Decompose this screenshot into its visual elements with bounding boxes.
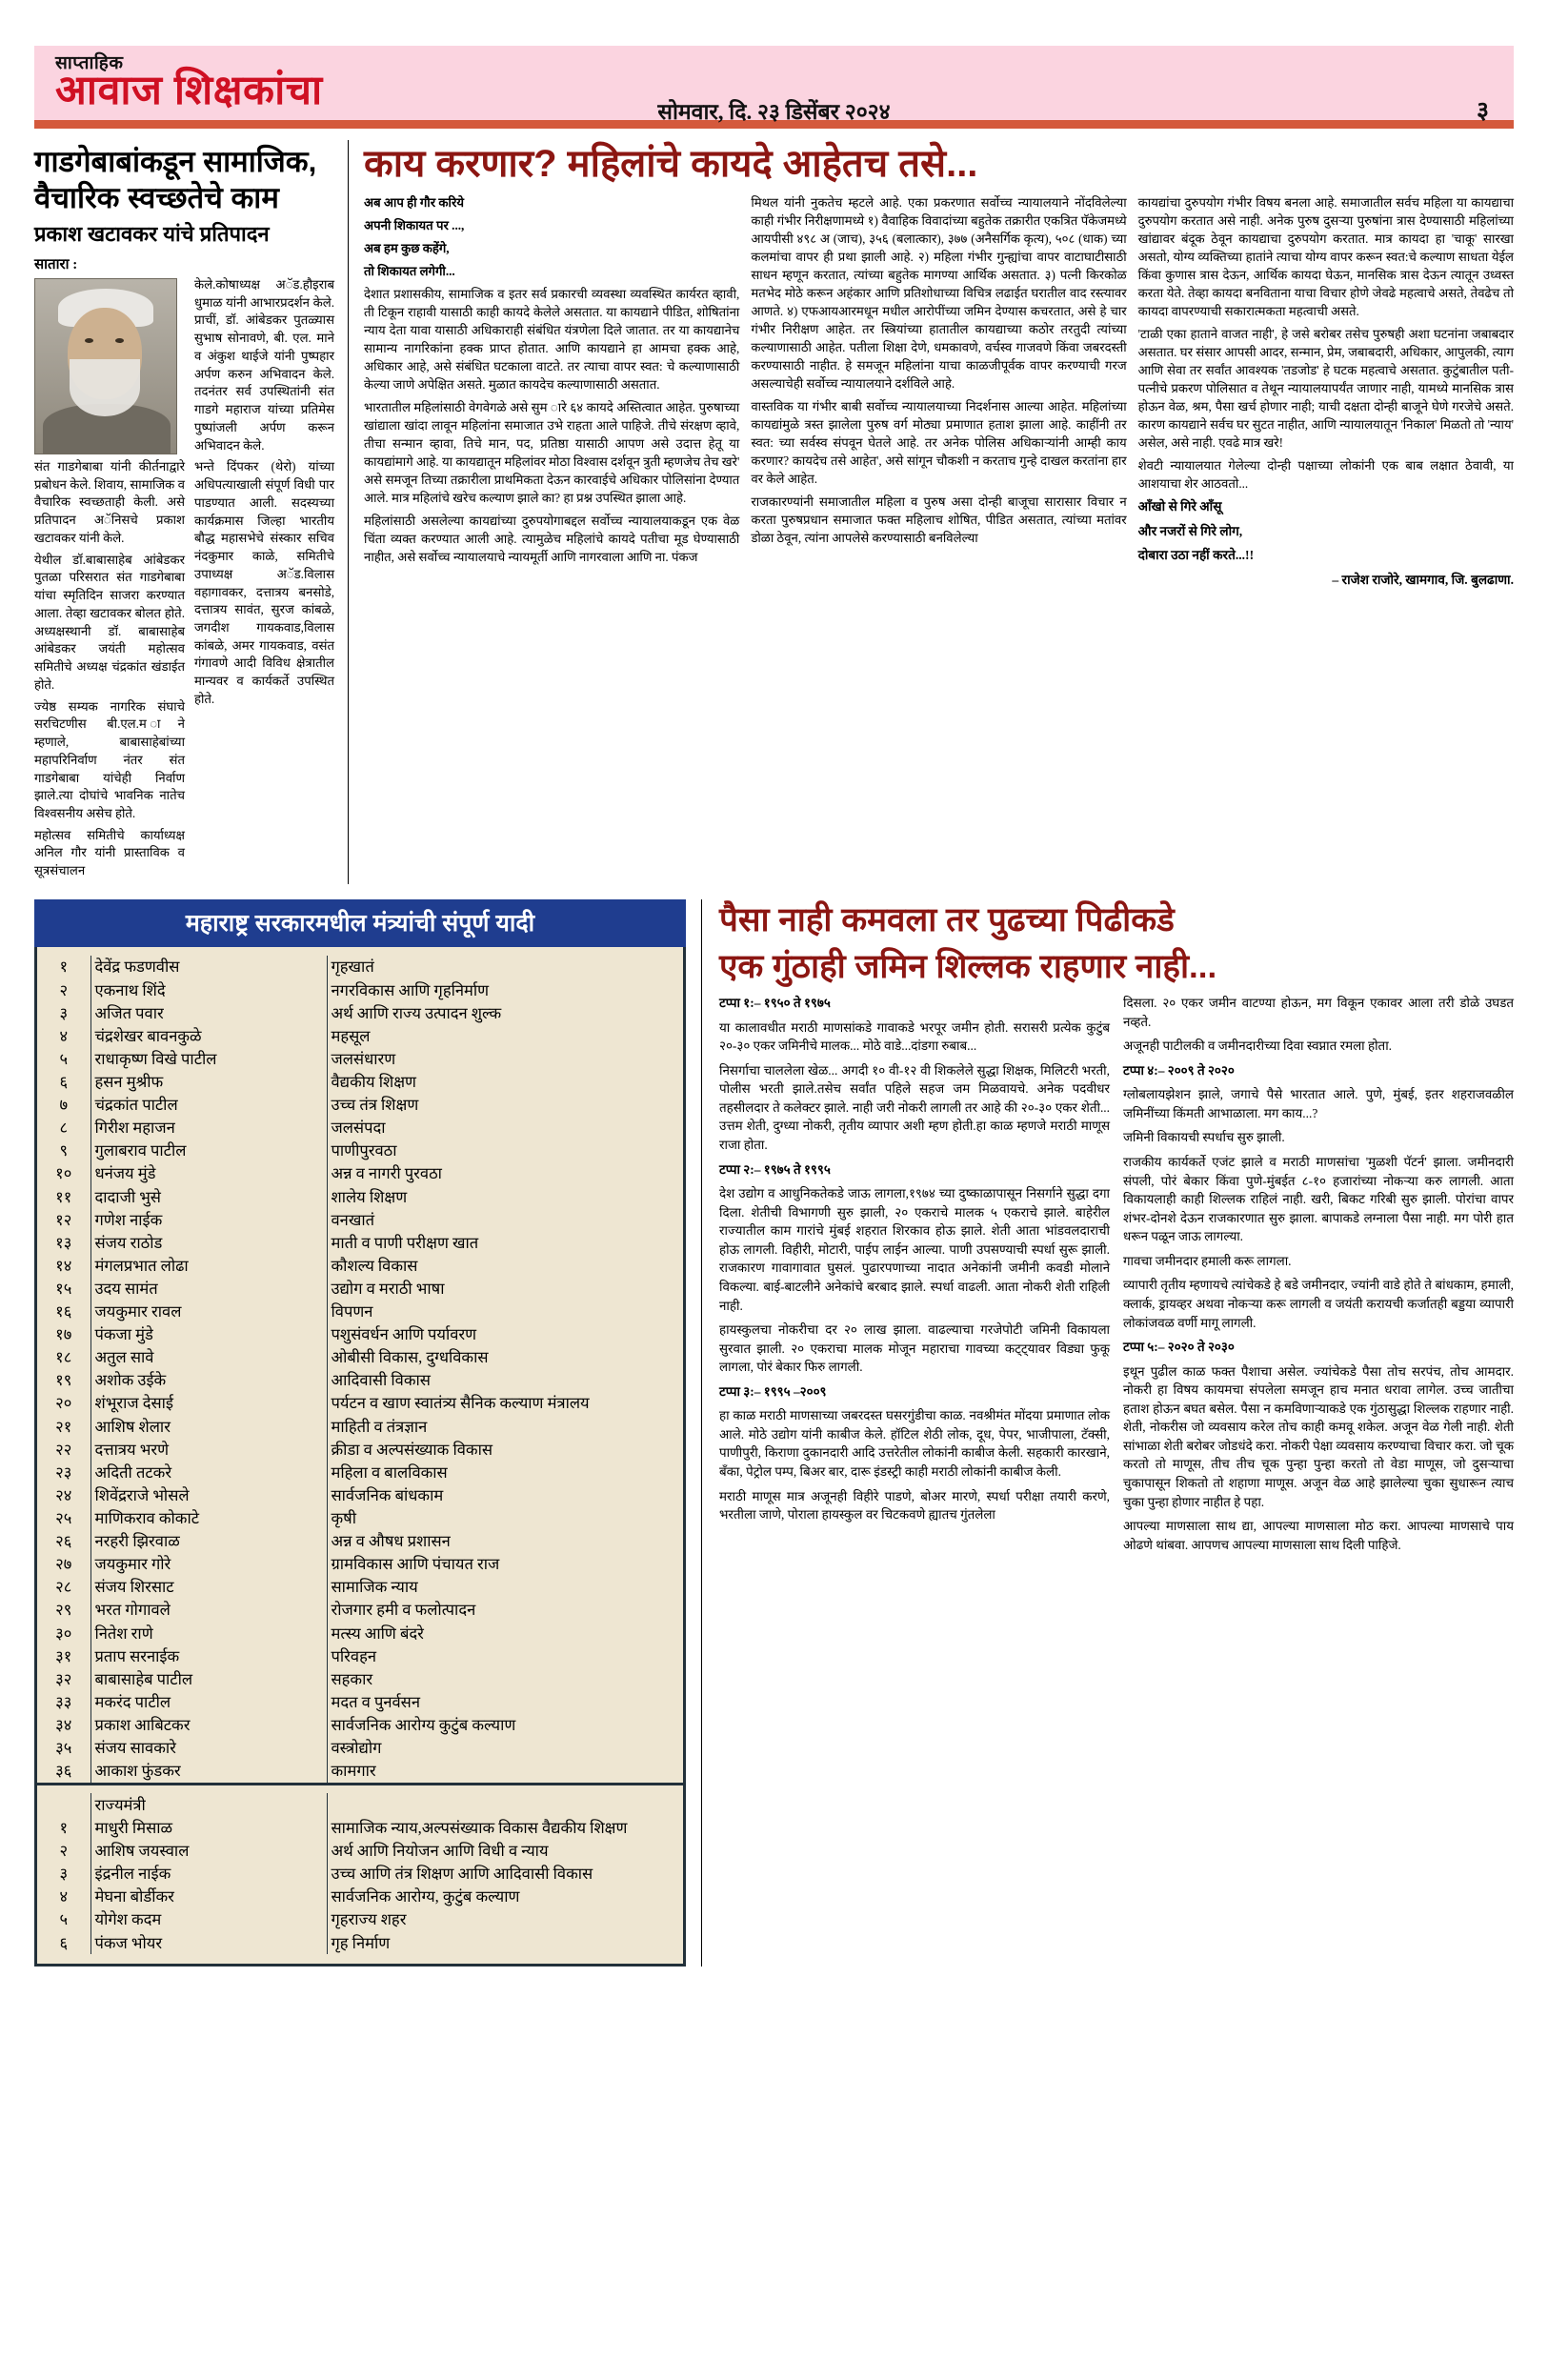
- minister-dept: मत्स्य आणि बंदरे: [331, 1624, 424, 1643]
- poem-line: और नजरों से गिरे लोग,: [1137, 523, 1243, 538]
- ministers-table-block: [34, 899, 701, 1967]
- paragraph: येथील डॉ.बाबासाहेब आंबेडकर पुतळा परिसरात संत गाडगेबाबा यांचा स्मृतिदिन साजरा करण्यात आला. तेव्हा खटावकर बोलत होते. अध्यक्षस्थानी डॉ. बाबासाहेब आंबेडकर जयंती महोत्सव समितीचे अध्यक्ष चंद्रकांत खंडाईत होते.: [34, 552, 185, 692]
- ministers-table: [37, 956, 683, 1954]
- minister-name: प्रताप सरनाईक: [90, 1644, 327, 1667]
- land-article: [701, 899, 1514, 1967]
- state-ministers-label: राज्यमंत्री: [90, 1793, 327, 1816]
- minister-name: धनंजय मुंडे: [90, 1162, 327, 1185]
- poem-line: दोबारा उठा नहीं करते...!!: [1137, 548, 1255, 563]
- paragraph: राजकीय कार्यकर्ते एजंट झाले व मराठी माणसांचा 'मुळशी पॅटर्न' झाला. जमीनदारी संपली, पोरं बेकार किंवा पुणे-मुंबईत ८-१० हजारांच्या नोकऱ्या करु लागली. आता विकायलाही काही शिल्लक राहिलं नाही. खरी, बिकट गरिबी सुरु झाली. पोरांचा वापर शंभर-दोनशे देऊन राजकारणात सुरु झाला. बापाकडे लग्नाला पैसा नाही. मग पोरी हात धरून पळून जाऊ लागल्या.: [1123, 1155, 1514, 1244]
- minister-dept: जलसंपदा: [331, 1119, 386, 1138]
- table-row: [37, 1415, 683, 1438]
- paragraph: आपल्या माणसाला साथ द्या, आपल्या माणसाला मोठ करा. आपल्या माणसाचे पाय ओढणे थांबवा. आपणच आपल्या माणसाला साथ दिली पाहिजे.: [1123, 1519, 1514, 1552]
- poem-line: आँखो से गिरे आँसू: [1137, 499, 1222, 514]
- minister-dept: उच्च तंत्र शिक्षण: [331, 1096, 419, 1115]
- ministers-table-body: [37, 956, 683, 1954]
- minister-dept: ओबीसी विकास, दुग्धविकास: [331, 1348, 489, 1367]
- table-separator: [37, 1784, 683, 1793]
- table-row: [37, 1208, 683, 1231]
- minister-name: अतुल सावे: [90, 1346, 327, 1369]
- paragraph: देशात प्रशासकीय, सामाजिक व इतर सर्व प्रकारची व्यवस्था व्यवस्थित कार्यरत व्हावी, ती टिकून राहावी यासाठी काही कायदे केलेले असतात. या कायद्याने पीडित, शोषितांना न्याय देता यावा यासाठी अधिकाराही संबंधित यंत्रणेला दिले जातात. तर या कायद्यानेच सामान्य नागरिकांना हक्क प्राप्त होतात. आणि कायद्याने हा आमचा हक्क आहे, अधिकार आहे, असे संबंधित घटकाला वाटते. तर त्याचा वापर स्वत: चे कल्याणासाठी केल्या जाणे अपेक्षित असते. मुळात कायदेच कल्याणासाठी असतात.: [364, 287, 740, 393]
- land-article-headline-line2: एक गुंठाही जमिन शिल्लक राहणार नाही...: [719, 947, 1217, 985]
- masthead: [34, 46, 1514, 124]
- paragraph: मिथल यांनी नुकतेच म्हटले आहे. एका प्रकरणात सर्वोच्च न्यायालयाने नोंदविलेल्या काही गंभीर निरीक्षणामध्ये १) वैवाहिक विवादांच्या बहुतेक तक्रारीत एकत्रित पॅकेजमध्ये आयपीसी ४९८ अ (जाच), ३५६ (बलात्कार), ३७७ (अनैसर्गिक कृत्य), ५०८ (धाक) च्या कलमांचा वापर ही प्रथा झाली आहे. २) महिला गंभीर गुन्ह्यांचा वापर वाटाघाटीसाठी साधन म्हणून करतात, त्यांच्या बहुतेक मागण्या आर्थिक असतात. ३) पत्नी किरकोळ मतभेद मोठे करून अहंकार आणि प्रतिशोधाच्या विचित्र लढाईत घरातील वाद रस्त्यावर आणते. ४) एफआयआरमधून मधील आरोपींच्या जमिन देण्यास कचरतात, असे हे चार गंभीर निरीक्षण आहेत. तर स्त्रियांच्या हातातील कायद्याच्या कठोर तरतुदी त्यांच्या कल्याणासाठी आहेत. पतीला शिक्षा देणे, धमकावणे, वर्चस्व गाजवणे किंवा जबरदस्ती करण्यासाठी नाहीत. हे समजून महिलांना याचा काळजीपूर्वक वापर करण्याची गरज असल्याचेही सर्वोच्च न्यायालयाने दर्शविले आहे.: [751, 195, 1127, 392]
- table-row: [37, 1931, 683, 1954]
- minister-name: राधाकृष्ण विखे पाटील: [90, 1047, 327, 1070]
- minister-name: गणेश नाईक: [90, 1208, 327, 1231]
- row-number: १: [59, 1818, 69, 1837]
- minister-dept: पशुसंवर्धन आणि पर्यावरण: [331, 1325, 477, 1344]
- masthead-title: आवाज शिक्षकांचा: [55, 68, 323, 113]
- minister-dept: पर्यटन व खाण स्वातंत्र्य सैनिक कल्याण मंत्रालय: [331, 1394, 590, 1413]
- row-number: १३: [55, 1233, 72, 1252]
- table-row: [37, 1530, 683, 1553]
- ministers-table-box: [34, 947, 686, 1967]
- row-number: ११: [55, 1187, 72, 1206]
- minister-name: जयकुमार रावल: [90, 1301, 327, 1323]
- table-row: [37, 1622, 683, 1644]
- left-article-headline: गाडगेबाबांकडून सामाजिक, वैचारिक स्वच्छतेचे काम: [34, 145, 317, 214]
- table-row: [37, 1507, 683, 1530]
- table-row: [37, 1094, 683, 1117]
- left-article-dateline: सातारा :: [34, 257, 78, 273]
- minister-dept: अन्न व नागरी पुरवठा: [331, 1164, 442, 1183]
- minister-dept: उद्योग व मराठी भाषा: [331, 1279, 445, 1298]
- row-number: २७: [55, 1555, 72, 1574]
- table-row: [37, 1001, 683, 1024]
- row-number: २: [59, 1842, 69, 1861]
- paragraph: अब हम कुछ कहेंगे,: [364, 241, 450, 256]
- row-number: ३: [59, 1865, 69, 1884]
- minister-name: भरत गोगावले: [90, 1599, 327, 1622]
- minister-name: दादाजी भुसे: [90, 1185, 327, 1208]
- row-number: १: [59, 958, 69, 977]
- women-article-headline: काय करणार? महिलांचे कायदे आहेतच तसे...: [364, 143, 978, 185]
- table-row: [37, 1667, 683, 1690]
- women-article-body: [364, 193, 1514, 594]
- row-number: ३३: [55, 1692, 72, 1711]
- photo-beard-shape: [70, 359, 140, 416]
- row-number: १९: [55, 1371, 72, 1390]
- left-article-col2: [194, 276, 334, 884]
- paragraph: कायद्यांचा दुरुपयोग गंभीर विषय बनला आहे. समाजातील सर्वच महिला या कायद्याचा दुरुपयोग करतात असे नाही. अनेक पुरुष दुसऱ्या पुरुषांना त्रास देण्यासाठी महिलांच्या खांद्यावर बंदूक ठेवून कायद्याचा दुरुपयोग करतात. मात्र कायदा हा 'चाकू' सारखा असतो, योग्य व्यक्तिच्या हातांने त्याचा योग्य वापर करून स्वत:चे कल्याण साधता येईल किंवा कुणास त्रास देऊन, आर्थिक कायदा घेऊन, मानसिक त्रास देऊन त्यातून उध्वस्त करता येते. तेव्हा कायदा बनविताना याचा विचार होणे जेवढे महत्वाचे असते, तेवढेच तो कायदा वापरण्याची सकारात्मकता महत्वाची असते.: [1137, 195, 1514, 319]
- minister-dept: वस्त्रोद्योग: [331, 1739, 382, 1758]
- left-article-col1: [34, 276, 185, 884]
- table-row: [37, 1690, 683, 1713]
- paragraph: इथून पुढील काळ फक्त पैशाचा असेल. ज्यांचेकडे पैसा तोच सरपंच, तोच आमदार. नोकरी हा विषय कायमचा संपलेला समजून हाच मनात धरावा लागेल. उच्च जातीचा हताश होऊन बघत बसेल. पैसा न कमविणाऱ्याकडे एक गुंठासुद्धा शिल्लक राहणार नाही. शेती, नोकरीस जो व्यवसाय करेल तोच काही कमवू शकेल. अजून वेळ गेली नाही. शेती सांभाळा शेती बरोबर जोडधंदे करा. नोकरी पेक्षा व्यवसाय करण्याचा विचार करा. जो चूक करतो तो माणूस, तीच तीच चूक पुन्हा पुन्हा करतो तो वेडा माणूस, जो दुसऱ्याचा चुकापासून शिकतो तो शहाणा माणूस. अजून वेळ आहे झालेल्या चुका सुधारून त्याच चुका पुन्हा होणार नाहीत हे पहा.: [1123, 1363, 1514, 1509]
- minister-name: मेघना बोर्डीकर: [90, 1886, 327, 1908]
- minister-dept: शालेय शिक्षण: [331, 1187, 408, 1206]
- minister-dept: पाणीपुरवठा: [331, 1141, 397, 1160]
- paragraph: अपनी शिकायत पर ...,: [364, 218, 465, 233]
- minister-dept: अर्थ आणि राज्य उत्पादन शुल्क: [331, 1003, 502, 1022]
- minister-name: पंकजा मुंडे: [90, 1323, 327, 1346]
- table-row: [37, 1461, 683, 1483]
- paragraph: मराठी माणूस मात्र अजूनही विहीरे पाडणे, बोअर मारणे, स्पर्धा परीक्षा तयारी करणे, भरतीला जाणे, पोराला हायस्कुल वर चिटकवणे ह्यातच गुंतलेला: [719, 1488, 1110, 1523]
- row-number: ३: [59, 1003, 69, 1022]
- minister-name: संजय शिरसाट: [90, 1576, 327, 1599]
- women-article-col1: [364, 193, 739, 594]
- row-number: २०: [55, 1394, 72, 1413]
- row-number: ९: [59, 1141, 69, 1160]
- row-number: ३०: [55, 1624, 72, 1643]
- paragraph: ग्लोबलायझेशन झाले, जगाचे पैसे भारतात आले. पुणे, मुंबई, इतर शहराजवळील जमिनींच्या किंमती आभाळाला. मग काय...?: [1123, 1087, 1514, 1120]
- minister-dept: सामाजिक न्याय,अल्पसंख्याक विकास वैद्यकीय शिक्षण: [331, 1818, 628, 1837]
- minister-name: जयकुमार गोरे: [90, 1553, 327, 1576]
- minister-name: नरहरी झिरवाळ: [90, 1530, 327, 1553]
- table-row: [37, 1185, 683, 1208]
- paragraph: ज्येष्ठ सम्यक नागरिक संघाचे सरचिटणीस बी.एल.म ाने म्हणाले, बाबासाहेबांच्या महापरिनिर्वाण नंतर संत गाडगेबाबा यांचेही निर्वाण झाले.त्या दोघांचे भावनिक नातेच विश्वसनीय असेच होते.: [34, 698, 185, 820]
- paragraph: देश उद्योग व आधुनिकतेकडे जाऊ लागला,१९७४ च्या दुष्काळापासून निसर्गाने सुद्धा दगा दिला. शेतीची विभागणी सुरु झाली, २० एकराचे मालक ५ एकराचे झाले. बाहेरील राज्यातील काम गारांचे मुंबई शहरात शिरकाव होऊ झाले. शेती आता भांडवलदाराची होऊ लागली. विहीरी, मोटारी, पाईप लाईन आल्या. पाणी उपसण्याची स्पर्धा सुरू झाली. राजकारण गावागावात घुसलं. पुढारपणाच्या नादात अनेकांनी जमीनी कवडी मोलाने विकल्या. बाई-बाटलीने अनेकांचे बरबाद झाले. स्पर्धा वाढली. आता नोकरी शेती राहिली नाही.: [719, 1186, 1110, 1313]
- paragraph: हायस्कुलचा नोकरीचा दर २० लाख झाला. वाढल्याचा गरजेपोटी जमिनी विकायला सुरवात झाली. २० एकराचा मालक मोजून महाराचा गावच्या कट्ट्यावर विड्या फुकू लागला, पोरं बेकार फिरु लागली.: [719, 1322, 1110, 1375]
- row-number: ८: [59, 1119, 69, 1138]
- minister-dept: माती व पाणी परीक्षण खात: [331, 1233, 479, 1252]
- minister-dept: क्रीडा व अल्पसंख्याक विकास: [331, 1440, 493, 1459]
- land-article-col1: [719, 994, 1110, 1560]
- paragraph: भारतातील महिलांसाठी वेगवेगळे असे सुम ारे ६४ कायदे अस्तित्वात आहेत. पुरुषाच्या खांद्याला खांदा लावून महिलांना समाजात उभे राहता आले पाहिजे. तीचे संरक्षण व्हावे, तीचा सन्मान व्हावा, तिचे मान, पद, प्रतिष्ठा यासाठी आपण असे उदात्त हेतू या कायद्यांमागे आहे. या कायद्यातून महिलांवर मोठा विश्वास दर्शवून त्रुती म्हणजेच तेच खरे' असे समजून तिच्या तक्रारीला प्राथमिकता देऊन कारवाईचे अधिकार पोलिसांना देण्यात आले. मात्र महिलांचे खरेच कल्याण झाले का? हा प्रश्न उपस्थित झाला आहे.: [364, 400, 740, 506]
- gadge-baba-photo: [34, 278, 177, 454]
- stage-label: टप्पा ३:– १९९५ –२००९: [719, 1383, 827, 1399]
- paragraph: तो शिकायत लगेगी...: [364, 264, 455, 279]
- paragraph: शेवटी न्यायालयात गेलेल्या दोन्ही पक्षाच्या लोकांनी एक बाब लक्षात ठेवावी, या आशयाचा शेर आठवतो...: [1137, 458, 1514, 492]
- table-row: [37, 1369, 683, 1392]
- left-article-body: [34, 276, 334, 884]
- minister-name: मंगलप्रभात लोढा: [90, 1254, 327, 1277]
- paragraph: महोत्सव समितीचे कार्याध्यक्ष अनिल गौर यांनी प्रास्ताविक व सूत्रसंचालन: [34, 827, 185, 878]
- minister-dept: गृहखातं: [331, 958, 374, 977]
- minister-name: एकनाथ शिंदे: [90, 978, 327, 1001]
- table-row: [37, 1231, 683, 1254]
- table-row: [37, 1438, 683, 1461]
- minister-dept: अर्थ आणि नियोजन आणि विधी व न्याय: [331, 1842, 549, 1861]
- table-row: [37, 1301, 683, 1323]
- minister-name: गिरीश महाजन: [90, 1117, 327, 1140]
- table-row: [37, 1886, 683, 1908]
- photo-eye-right: [115, 338, 124, 343]
- paragraph: महिलांसाठी असलेल्या कायद्यांच्या दुरुपयोगाबद्दल सर्वोच्च न्यायालयाकडून एक वेळ चिंता व्यक्त करण्यात आली आहे. त्यामुळेच महिलांचे कायदे पतीचा मूड घेण्यासाठी नाहीत, असे सर्वोच्च न्यायालयाचे न्यायमूर्ती आणि नागरवाला आणि ना. पंकज: [364, 514, 740, 565]
- row-number: ६: [59, 1933, 69, 1952]
- page-number: ३: [1476, 98, 1489, 124]
- row-number: १८: [55, 1348, 72, 1367]
- minister-name: चंद्रशेखर बावनकुळे: [90, 1024, 327, 1047]
- women-article-col2: [751, 193, 1126, 594]
- minister-name: हसन मुश्रीफ: [90, 1070, 327, 1093]
- minister-dept: जलसंधारण: [331, 1049, 396, 1068]
- table-row: [37, 1863, 683, 1886]
- minister-dept: परिवहन: [331, 1646, 376, 1665]
- table-row: [37, 1840, 683, 1863]
- table-row: [37, 1140, 683, 1162]
- minister-dept: महसूल: [331, 1026, 371, 1045]
- table-row: [37, 1070, 683, 1093]
- row-number: १५: [55, 1279, 72, 1298]
- table-row: [37, 1737, 683, 1760]
- row-number: २६: [55, 1532, 72, 1551]
- state-ministers-heading-row: [37, 1793, 683, 1816]
- minister-name: इंद्रनील नाईक: [90, 1863, 327, 1886]
- minister-dept: सार्वजनिक आरोग्य कुटुंब कल्याण: [331, 1716, 516, 1735]
- paragraph: हा काळ मराठी माणसाच्या जबरदस्त घसरगुंडीचा काळ. नवश्रीमंत मोंदया प्रमाणात लोक आले. मोठे उद्योग यांनी काबीज केले. हॉटिल शेठी लोक, दूध, पेपर, भाजीपाला, टॅक्सी, पाणीपुरी, किराणा दुकानदारी आदि उत्तरेतील लोकांनी काबीज केली. सहकारी कारखाने, बँका, पेट्रोल पम्प, बिअर बार, दारू इंडस्ट्री काही मराठी लोकांनी काबीज केली.: [719, 1408, 1110, 1480]
- minister-name: माणिकराव कोकाटे: [90, 1507, 327, 1530]
- row-number: ४: [59, 1026, 69, 1045]
- minister-name: मकरंद पाटील: [90, 1690, 327, 1713]
- paragraph: केले.कोषाध्यक्ष अॅड.हौइराब धुमाळ यांनी आभारप्रदर्शन केले. प्राचीं, डॉ. आंबेडकर पुतळ्यास सुभाष सोनावणे, बी. एल. माने व अंकुश थाईजे यांनी पुष्पहार अर्पण करुन अभिवादन केले. तदनंतर सर्व उपस्थितांनी संत गाडगे महाराज यांच्या प्रतिमेस पुष्पांजली अर्पण करून अभिवादन केले.: [194, 277, 334, 453]
- table-row: [37, 1760, 683, 1785]
- minister-dept: विपणन: [331, 1302, 373, 1321]
- minister-dept: महिला व बालविकास: [331, 1462, 448, 1482]
- row-number: २३: [55, 1462, 72, 1482]
- table-row: [37, 956, 683, 978]
- minister-name: आशिष शेलार: [90, 1415, 327, 1438]
- minister-dept: सार्वजनिक आरोग्य, कुटुंब कल्याण: [331, 1887, 520, 1906]
- paragraph: अब आप ही गौर करिये: [364, 195, 464, 211]
- table-row: [37, 1323, 683, 1346]
- minister-name: नितेश राणे: [90, 1622, 327, 1644]
- women-article-byline: – राजेश राजोरे, खामगाव, जि. बुलढाणा.: [1332, 572, 1514, 587]
- minister-dept: सहकार: [331, 1669, 373, 1688]
- minister-name: बाबासाहेब पाटील: [90, 1667, 327, 1690]
- land-article-col2: [1123, 994, 1514, 1560]
- row-number: २: [59, 980, 69, 999]
- row-number: ५: [59, 1049, 69, 1068]
- minister-name: संजय राठोड: [90, 1231, 327, 1254]
- paragraph: राजकारण्यांनी समाजातील महिला व पुरुष असा दोन्ही बाजूचा सारासार विचार न करता पुरुषप्रधान समाजात फक्त महिलाच शोषित, पीडित असतात, त्यांच्या मतांवर डोळा ठेवून, त्यांना आपलेसे करण्यासाठी बनविलेल्या: [751, 494, 1127, 546]
- minister-name: उदय सामंत: [90, 1277, 327, 1300]
- minister-name: गुलाबराव पाटील: [90, 1140, 327, 1162]
- minister-name: योगेश कदम: [90, 1908, 327, 1931]
- minister-name: शिवेंद्रराजे भोसले: [90, 1483, 327, 1506]
- women-article-col3: [1138, 193, 1514, 594]
- row-number: २४: [55, 1485, 72, 1504]
- minister-dept: वैद्यकीय शिक्षण: [331, 1072, 416, 1091]
- minister-dept: मदत व पुनर्वसन: [331, 1692, 420, 1711]
- table-row: [37, 1047, 683, 1070]
- minister-name: चंद्रकांत पाटील: [90, 1094, 327, 1117]
- table-row: [37, 1162, 683, 1185]
- paragraph: गावचा जमीनदार हमाली करू लागला.: [1123, 1253, 1292, 1268]
- minister-dept: आदिवासी विकास: [331, 1371, 431, 1390]
- minister-dept: कौशल्य विकास: [331, 1256, 418, 1275]
- table-row: [37, 1117, 683, 1140]
- left-article-subheadline: प्रकाश खटावकर यांचे प्रतिपादन: [34, 221, 270, 246]
- minister-dept: उच्च आणि तंत्र शिक्षण आणि आदिवासी विकास: [331, 1865, 593, 1884]
- table-row: [37, 1483, 683, 1506]
- minister-dept: कृषी: [331, 1509, 356, 1528]
- table-row: [37, 1254, 683, 1277]
- minister-name: संजय सावकारे: [90, 1737, 327, 1760]
- row-number: ४: [59, 1887, 69, 1906]
- row-number: ३५: [55, 1739, 72, 1758]
- minister-name: आकाश फुंडकर: [90, 1760, 327, 1785]
- table-row: [37, 1277, 683, 1300]
- minister-name: अदिती तटकरे: [90, 1461, 327, 1483]
- minister-name: पंकज भोयर: [90, 1931, 327, 1954]
- minister-name: अशोक उईके: [90, 1369, 327, 1392]
- table-row: [37, 1346, 683, 1369]
- row-number: २१: [55, 1417, 72, 1436]
- land-article-body: [719, 994, 1514, 1560]
- minister-dept: गृहराज्य शहर: [331, 1910, 407, 1929]
- minister-dept: माहिती व तंत्रज्ञान: [331, 1417, 428, 1436]
- photo-eye-left: [85, 338, 93, 343]
- masthead-kicker: साप्ताहिक: [55, 53, 124, 73]
- row-number: ३१: [55, 1646, 72, 1665]
- table-row: [37, 1816, 683, 1839]
- minister-dept: ग्रामविकास आणि पंचायत राज: [331, 1555, 500, 1574]
- bottom-section: [34, 899, 1514, 1967]
- minister-dept: रोजगार हमी व फलोत्पादन: [331, 1601, 476, 1620]
- table-row: [37, 1714, 683, 1737]
- row-number: १२: [55, 1210, 72, 1229]
- paragraph: भन्ते दिंपकर (थेरो) यांच्या अधिपत्याखाली संपूर्ण विधी पार पाडण्यात आली. सदस्यच्या कार्यक्रमास जिल्हा भारतीय बौद्ध महासभेचे संस्कार सचिव नंदकुमार काळे, समितीचे उपाध्यक्ष अॅड.विलास वहागावकर, दत्तात्रय बनसोडे, दत्तात्रय सावंत, सुरज कांबळे, जगदीश गायकवाड,विलास कांबळे, अमर गायकवाड, वसंत गंगावणे आदी विविध क्षेत्रातील मान्यवर व कार्यकर्ते उपस्थित होते.: [194, 459, 334, 706]
- row-number: ७: [59, 1096, 69, 1115]
- minister-dept: सामाजिक न्याय: [331, 1578, 418, 1597]
- minister-name: देवेंद्र फडणवीस: [90, 956, 327, 978]
- minister-dept: नगरविकास आणि गृहनिर्माण: [331, 980, 490, 999]
- table-row: [37, 1392, 683, 1415]
- women-article: [349, 140, 1514, 884]
- table-row: [37, 1024, 683, 1047]
- paragraph: या कालावधीत मराठी माणसांकडे गावाकडे भरपूर जमीन होती. सरासरी प्रत्येक कुटुंब २०-३० एकर जमिनीचे मालक... मोठे वाडे...दांडगा रुबाब...: [719, 1019, 1110, 1054]
- minister-name: अजित पवार: [90, 1001, 327, 1024]
- row-number: ३४: [55, 1716, 72, 1735]
- paragraph: जमिनी विकायची स्पर्धाच सुरु झाली.: [1123, 1130, 1285, 1145]
- minister-name: दत्तात्रय भरणे: [90, 1438, 327, 1461]
- land-article-headline-line1: पैसा नाही कमवला तर पुढच्या पिढीकडे: [719, 900, 1175, 938]
- minister-dept: वनखातं: [331, 1210, 375, 1229]
- masthead-date: सोमवार, दि. २३ डिसेंबर २०२४: [657, 100, 891, 124]
- table-row: [37, 1908, 683, 1931]
- row-number: १७: [55, 1325, 72, 1344]
- table-row: [37, 1576, 683, 1599]
- paragraph: 'टाळी एका हाताने वाजत नाही', हे जसे बरोबर तसेच पुरुषही अशा घटनांना जबाबदार असतात. घर संसार आपसी आदर, सन्मान, प्रेम, जबाबदारी, अधिकार, आपुलकी, त्याग आणि सेवा तर सर्वांत आवश्यक 'तडजोड' हे घटक महत्वाचे असतात. कुटुंबातील पती-पत्नीचे प्रकरण पोलिसात व तेथून न्यायालयापर्यंत जाणार नाही, यामध्ये मानसिक त्रास होऊन वेळ, श्रम, पैसा खर्च होणार नाही; याची दक्षता दोन्ही बाजूने घेणे गरजेचे असते. कारण कायद्याने सर्वच घर सुटत नाहीत, आणि न्यायालयातून 'निकाल' मिळतो तो 'न्याय' असेल, असे नाही. एवढे मात्र खरे!: [1137, 327, 1514, 451]
- row-number: २२: [55, 1440, 72, 1459]
- stage-label: टप्पा ४:– २००९ ते २०२०: [1123, 1062, 1235, 1078]
- top-section: [34, 140, 1514, 884]
- row-number: ३६: [55, 1762, 72, 1781]
- row-number: ६: [59, 1072, 69, 1091]
- row-number: १४: [55, 1256, 72, 1275]
- minister-dept: अन्न व औषध प्रशासन: [331, 1532, 451, 1551]
- minister-name: आशिष जयस्वाल: [90, 1840, 327, 1863]
- minister-name: शंभूराज देसाई: [90, 1392, 327, 1415]
- paragraph: निसर्गाचा चाललेला खेळ... अगदी १० वी-१२ वी शिकलेले सुद्धा शिक्षक, मिलिटरी भरती, पोलीस भरती झाले.तसेच सर्वांत पहिले सहज जम मिळवायचे. अनेक पदवीधर तहसीलदार ते कलेक्टर झाले. नाही जरी नोकरी लागली तर आहे की २०-३० एकर शेती... उत्तम शेती, दुग्ध्या नोकरी, तृतीय व्यापार अशी म्हण होती.हा काळ म्हणजे मराठी माणूस राजा होता.: [719, 1062, 1110, 1153]
- minister-dept: सार्वजनिक बांधकाम: [331, 1485, 444, 1504]
- paragraph: वास्तविक या गंभीर बाबी सर्वोच्च न्यायालयाच्या निदर्शनास आल्या आहेत. महिलांच्या कायद्यांमुळे त्रस्त झालेला पुरुष वर्ग मोठ्या प्रमाणात हताश झाला आहे. काहींनी तर स्वत: च्या सर्वस्व संपवून घेतले आहे. तर अनेक पोलिस अधिकाऱ्यांनी आम्ही काय करणार? कायदेच तसे आहेत', असे सांगून चौकशी न करताच गुन्हे दाखल करतांना हार वर केले आहेत.: [751, 399, 1127, 487]
- table-row: [37, 1599, 683, 1622]
- minister-dept: कामगार: [331, 1762, 376, 1781]
- left-article: [34, 140, 349, 884]
- paragraph: व्यापारी तृतीय म्हणायचे त्यांचेकडे हे बडे जमीनदार, ज्यांनी वाडे होते ते बांधकाम, हमाली, क्लार्क, ड्रायव्हर अथवा नोकऱ्या करू लागली व जयंती करायची कर्जातही बड्डया व्यापारी लोकांजवळ वर्णी मागू लागली.: [1123, 1278, 1514, 1330]
- newspaper-page: [0, 46, 1548, 2380]
- row-number: ५: [59, 1910, 69, 1929]
- stage-label: टप्पा १:– १९५० ते १९७५: [719, 996, 831, 1011]
- table-row: [37, 978, 683, 1001]
- paragraph: संत गाडगेबाबा यांनी कीर्तनाद्वारे प्रबोधन केले. शिवाय, सामाजिक व वैचारिक स्वच्छताही केली. असे प्रतिपादन अॅनिसचे प्रकाश खटावकर यांनी केले.: [34, 459, 185, 545]
- stage-label: टप्पा २:– १९७५ ते १९९५: [719, 1161, 831, 1177]
- minister-name: प्रकाश आबिटकर: [90, 1714, 327, 1737]
- row-number: २५: [55, 1509, 72, 1528]
- minister-name: माधुरी मिसाळ: [90, 1816, 327, 1839]
- row-number: २८: [55, 1578, 72, 1597]
- row-number: १६: [55, 1302, 72, 1321]
- ministers-table-title: महाराष्ट्र सरकारमधील मंत्र्यांची संपूर्ण यादी: [34, 899, 686, 947]
- row-number: ३२: [55, 1669, 72, 1688]
- stage-label: टप्पा ५:– २०२० ते २०३०: [1123, 1340, 1235, 1355]
- row-number: १०: [55, 1164, 72, 1183]
- row-number: २९: [55, 1601, 72, 1620]
- paragraph: दिसला. २० एकर जमीन वाटण्या होऊन, मग विकून एकावर आला तरी डोळे उघडत नव्हते.: [1123, 996, 1514, 1029]
- minister-dept: गृह निर्माण: [331, 1933, 391, 1952]
- table-row: [37, 1644, 683, 1667]
- paragraph: अजूनही पाटीलकी व जमीनदारीच्या दिवा स्वप्नात रमला होता.: [1123, 1039, 1393, 1054]
- table-row: [37, 1553, 683, 1576]
